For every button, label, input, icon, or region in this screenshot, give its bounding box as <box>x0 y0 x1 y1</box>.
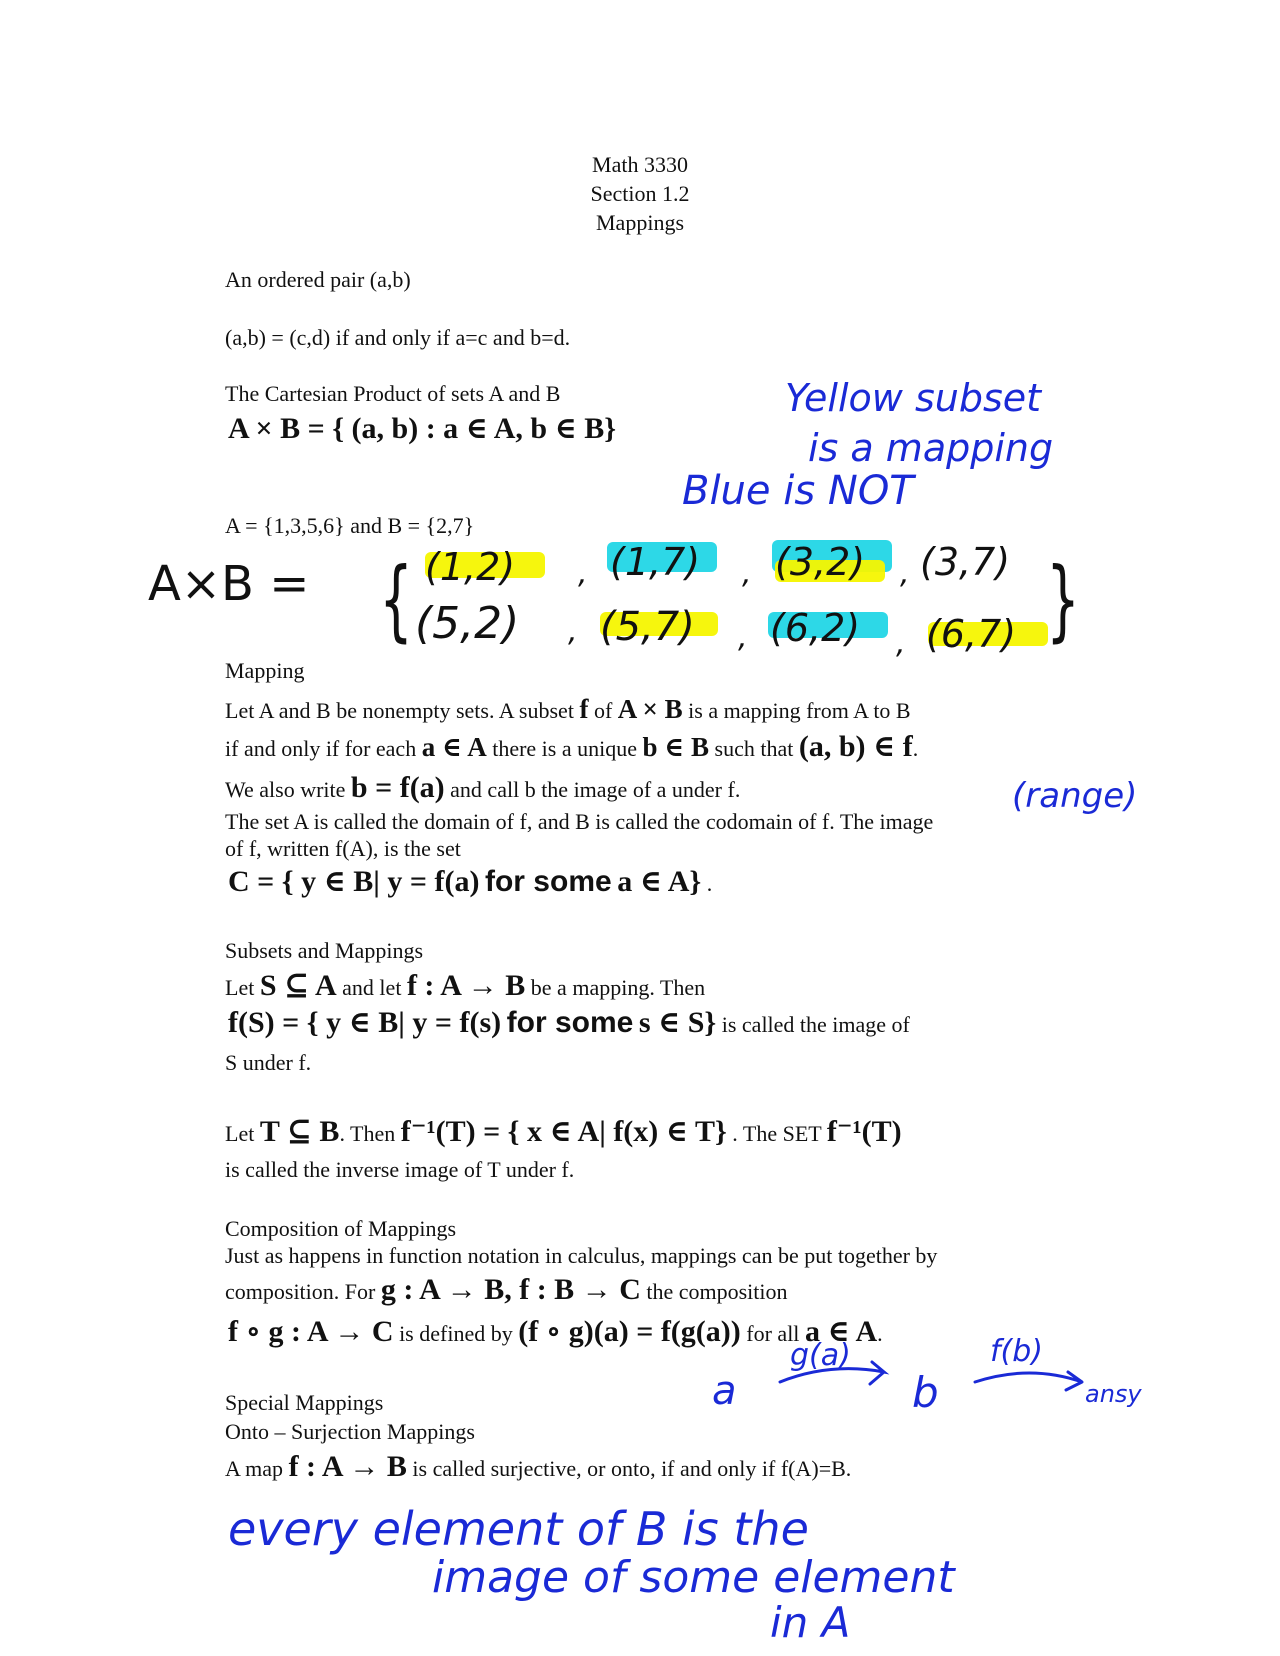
pair-5-7: (5,7) <box>600 604 695 650</box>
example-sets: A = {1,3,5,6} and B = {2,7} <box>225 513 475 538</box>
special-line-1 <box>225 1449 851 1485</box>
inverse-text-c: . The SET <box>732 1121 822 1146</box>
mapping-l3-text-a: We also write <box>225 777 346 802</box>
handwritten-comp-b: b <box>912 1368 939 1417</box>
handwritten-onto-line-3: in A <box>770 1598 851 1647</box>
pair-1-7: (1,7) <box>610 540 701 584</box>
handwritten-comp-end: ansy <box>1085 1380 1142 1408</box>
mapping-l2-text-a: if and only if for each <box>225 736 417 761</box>
comma-6: , <box>896 626 906 661</box>
arrow-g <box>780 1362 884 1384</box>
cartesian-heading: The Cartesian Product of sets A and B <box>225 381 561 406</box>
comma-4: , <box>568 614 578 649</box>
inverse-math-3: f⁻¹(T) <box>826 1115 902 1148</box>
composition-l2-text-a: composition. For <box>225 1279 376 1304</box>
handwritten-comp-ga: g(a) <box>790 1338 851 1373</box>
composition-line-1: Just as happens in function notation in calculus, mappings can be put together by <box>225 1243 938 1268</box>
mapping-l3-math: b = f(a) <box>350 771 445 804</box>
handwritten-note-yellow: Yellow subset <box>785 376 1042 420</box>
arrow-f <box>975 1372 1082 1390</box>
mapping-l2-math-3: (a, b) ∈ f <box>798 730 913 763</box>
comma-3: , <box>900 556 910 591</box>
comma-1: , <box>578 556 588 591</box>
comma-2: , <box>742 556 752 591</box>
image-set-period: . <box>706 871 713 896</box>
composition-l3-math-2: (f ∘ g)(a) = f(g(a)) <box>518 1315 741 1348</box>
mapping-line-5: of f, written f(A), is the set <box>225 836 461 861</box>
handwritten-onto-line-2: image of some element <box>432 1552 955 1603</box>
ordered-pair-line: An ordered pair (a,b) <box>225 267 411 292</box>
subsets-l1-math-1: S ⊆ A <box>259 969 337 1002</box>
handwritten-note-mapping: is a mapping <box>808 426 1054 470</box>
section-title: Section 1.2 <box>590 181 690 206</box>
pair-6-2: (6,2) <box>770 606 861 650</box>
subsets-l1-text-a: Let <box>225 975 255 1000</box>
mapping-line-4: The set A is called the domain of f, and B is called the codomain of f. The image <box>225 809 934 834</box>
special-l1-math: f : A → B <box>288 1450 407 1483</box>
subsets-image-text: is called the image of <box>721 1012 910 1037</box>
pair-3-7: (3,7) <box>920 540 1011 584</box>
inverse-text-b: . Then <box>339 1121 396 1146</box>
handwritten-note-blue: Blue is NOT <box>682 468 914 514</box>
image-set-for-some: for some <box>484 865 612 898</box>
subsets-l1-text-c: be a mapping. Then <box>530 975 706 1000</box>
subsets-l1-text-b: and let <box>342 975 402 1000</box>
handwritten-axb-label: A×B = <box>148 556 310 612</box>
composition-l3-math-3: a ∈ A <box>804 1315 878 1348</box>
mapping-l2-text-b: there is a unique <box>492 736 637 761</box>
mapping-l2-period: . <box>912 736 919 761</box>
handwritten-comp-a: a <box>712 1368 737 1414</box>
image-set-math-c: a ∈ A} <box>617 865 702 898</box>
inverse-text-a: Let <box>225 1121 255 1146</box>
inverse-math-1: T ⊆ B <box>259 1115 340 1148</box>
pair-3-2: (3,2) <box>775 540 866 584</box>
mapping-l2-math-2: b ∈ B <box>642 732 710 762</box>
handwritten-close-brace: } <box>1046 548 1080 651</box>
mapping-heading: Mapping <box>225 658 305 683</box>
subsets-image-math-c: s ∈ S} <box>638 1006 717 1039</box>
mapping-l2-math-1: a ∈ A <box>421 732 487 762</box>
handwritten-comp-fb: f(b) <box>990 1334 1044 1369</box>
comma-5: , <box>738 620 748 655</box>
mapping-l1-text-c: is a mapping from A to B <box>688 698 911 723</box>
handwritten-onto-line-1: every element of B is the <box>228 1502 809 1556</box>
pair-1-2: (1,2) <box>425 545 516 589</box>
mapping-l1-f: f <box>579 694 589 724</box>
inverse-line-2: is called the inverse image of T under f. <box>225 1157 575 1182</box>
composition-l3-text-b: for all <box>746 1321 800 1346</box>
ordered-pair-equality: (a,b) = (c,d) if and only if a=c and b=d. <box>225 325 571 350</box>
handwritten-open-brace: { <box>379 548 413 651</box>
special-heading: Special Mappings <box>225 1390 384 1415</box>
composition-l2-math: g : A → B, f : B → C <box>380 1273 641 1306</box>
course-title: Math 3330 <box>592 152 688 177</box>
subsets-line-3: S under f. <box>225 1050 312 1075</box>
composition-l3-math-1: f ∘ g : A → C <box>228 1315 394 1348</box>
composition-l3-period: . <box>877 1321 883 1346</box>
mapping-l1-text-a: Let A and B be nonempty sets. A subset <box>225 698 574 723</box>
mapping-l1-axb: A × B <box>617 694 683 724</box>
subsets-image-math-a: f(S) = { y ∈ B| y = f(s) <box>228 1006 502 1039</box>
special-l1-text-a: A map <box>225 1456 284 1481</box>
mapping-l1-text-b: of <box>593 698 613 723</box>
mapping-l3-text-b: and call b the image of a under f. <box>450 777 741 802</box>
inverse-math-2: f⁻¹(T) = { x ∈ A| f(x) ∈ T} <box>400 1115 727 1148</box>
composition-l2-text-b: the composition <box>646 1279 788 1304</box>
special-subheading: Onto – Surjection Mappings <box>225 1419 475 1444</box>
mapping-l2-text-c: such that <box>714 736 794 761</box>
special-l1-text-b: is called surjective, or onto, if and only if f(A)=B. <box>412 1456 852 1481</box>
composition-l3-text-a: is defined by <box>399 1321 513 1346</box>
handwritten-range: (range) <box>1012 776 1138 816</box>
subsets-image-for-some: for some <box>506 1006 634 1039</box>
pair-5-2: (5,2) <box>415 598 520 649</box>
pair-6-7: (6,7) <box>926 612 1017 656</box>
subsets-l1-math-2: f : A → B <box>406 969 526 1002</box>
image-set-math-a: C = { y ∈ B| y = f(a) <box>228 865 480 898</box>
cartesian-formula: A × B = { (a, b) : a ∈ A, b ∈ B} <box>228 412 617 445</box>
composition-heading: Composition of Mappings <box>225 1216 457 1241</box>
topic-title: Mappings <box>596 210 684 235</box>
subsets-heading: Subsets and Mappings <box>225 938 423 963</box>
